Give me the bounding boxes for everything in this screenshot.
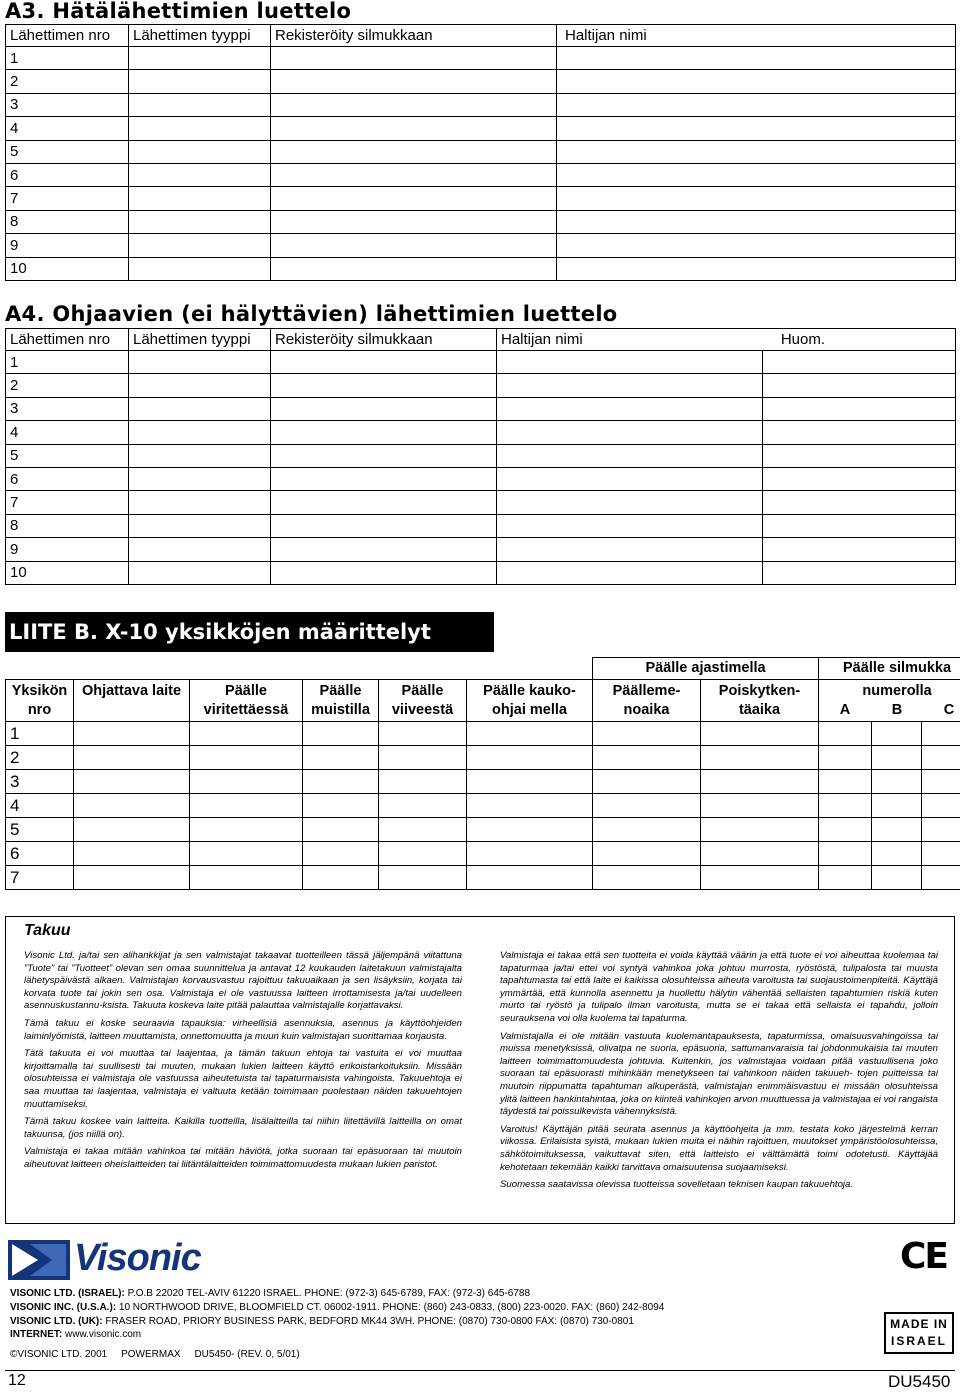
col-unit-line1: Yksikön — [11, 682, 68, 699]
a4-header-transmitter-type: Lähettimen tyyppi — [129, 329, 271, 351]
x10-row-number: 4 — [6, 794, 74, 818]
address-israel-label: VISONIC LTD. (ISRAEL): — [10, 1288, 125, 1299]
address-israel-text: P.O.B 22020 TEL-AVIV 61220 ISRAEL. PHONE: (972-3) 645-6789, FAX: (972-3) 645-6788 — [124, 1288, 531, 1299]
address-usa-label: VISONIC INC. (U.S.A.): — [10, 1302, 117, 1313]
a4-row-number: 3 — [6, 397, 129, 420]
a3-row-number: 6 — [6, 163, 129, 186]
a3-row-number: 2 — [6, 70, 129, 93]
a3-row-number: 1 — [6, 47, 129, 70]
a4-header-holder-name: Haltijan nimi — [497, 329, 763, 351]
address-usa-text: 10 NORTHWOOD DRIVE, BLOOMFIELD CT. 06002-1911. PHONE: (860) 243-0833, (800) 223-0020. FAX: (860) 242-8094 — [116, 1302, 665, 1313]
x10-row-number: 7 — [6, 866, 74, 890]
col-on-time-line2: noaika — [623, 701, 670, 718]
warranty-paragraph: Valmistajalla ei ole mitään vastuuta kuolemantapauksesta, tapaturmissa, omaisuusvahingoissa tai muissa menetyksissä, olivatpa ne suoria, epäsuoria, sattumanvaraisia tai johdonmukaisia tai muuten laitteen toimimattomuudesta johtuvia. Kuitenkin, jos valmistajaa voidaan pitää vastuullisena joko suoraan tai epäsuorasti mihinkään menetykseen tai vahinkoon näiden takuueh- tojen puitteissa tai muutoin riippumatta tapahtuman alkuperästä, valmistajan enimmäisvastuu ei missään olosuhteissa ylitä laitteen hankintahintaa, joka on kiinteä vahinkojen arvon muuttuessa ja valmistajaa ei voi rangaista täydestä tai poissulkevista vähennyksistä. — [500, 1030, 938, 1118]
group-timer-header: Päälle ajastimella — [593, 658, 819, 680]
address-uk — [10, 1315, 634, 1328]
x10-row-number: 3 — [6, 770, 74, 794]
col-device: Ohjattava laite — [81, 683, 182, 699]
warranty-paragraph: Tätä takuuta ei voi muuttaa tai laajentaa, ja tämän takuun ehtoja tai vastuita ei voi muuttaa kirjoittamalla tai suullisesti tai muuten, mukaan lukien laitteen käyttö erikoistarkoituksiin. Missään olosuhteissa ei valmistaja ole vastuussa aiheutetuista tai tapaturmaisista vahingoista. Takuuehtoja ei saa muuttaa tai laajentaa, valmistaja ei valtuuta ketään toimimaan puolestaan näiden takuuehtojen muuttamiseksi. — [24, 1048, 462, 1110]
warranty-paragraph: Suomessa saatavissa olevissa tuotteissa sovelletaan teknisen kaupan takuuehtoja. — [500, 1179, 854, 1191]
col-off-time-line2: täaika — [738, 701, 781, 718]
a4-row-number: 1 — [6, 351, 129, 374]
ce-mark-icon: CE — [900, 1236, 948, 1277]
a4-table — [5, 328, 956, 585]
a4-row-number: 4 — [6, 421, 129, 444]
address-israel — [10, 1287, 530, 1300]
zone-a-label: A — [839, 701, 851, 718]
address-usa — [10, 1301, 664, 1314]
zone-b-label: B — [891, 701, 903, 718]
x10-row-number: 6 — [6, 842, 74, 866]
col-arm-line1: Päälle — [225, 682, 267, 699]
a3-row-number: 10 — [6, 257, 129, 280]
warranty-paragraph: Valmistaja ei takaa että sen tuotteita ei voida käyttää väärin ja että tuote ei voi aiheuttaa kuolemaa tai tapaturmaa ja/tai ettei voi syntyä vahinkoa joka johtuu murrosta, ryöstöstä, tulipalosta tai muusta tapahtumasta tai että laite ei kaikissa olosuhteissa aiheuta varoitusta tai suojaustoimenpiteitä. Käyttäjä ymmärtää, että kunnolla asennettu ja huollettu hälytin vähentää sellaisten tapahtumien riskiä kuten murto tai ryöstö ja tulipalo ilman varoitusta, mutta se ei takaa että sellaista ei tapahdu, jolloin seurauksena voi olla kuolema tai tapaturma. — [500, 950, 938, 1024]
col-delay-line1: Päälle — [401, 682, 444, 699]
group-zone-header: Päälle silmukka — [819, 658, 960, 680]
zone-c-label: C — [943, 701, 955, 718]
a3-row-number: 7 — [6, 187, 129, 210]
a3-row-number: 4 — [6, 117, 129, 140]
col-delay-line2: viiveestä — [391, 701, 454, 718]
a3-header-holder-name: Haltijan nimi — [557, 25, 956, 47]
visonic-logo-text: Visonic — [74, 1237, 201, 1279]
col-on-time-line1: Päälleme- — [612, 682, 681, 699]
x10-row-number: 5 — [6, 818, 74, 842]
a4-row-number: 5 — [6, 444, 129, 467]
internet-url: www.visonic.com — [62, 1329, 142, 1340]
a3-row-number: 3 — [6, 93, 129, 116]
warranty-paragraph: Valmistaja ei takaa mitään vahinkoa tai mitään häviötä, jotka suoraan tai epäsuoraan tai muutoin aiheutuvat laitteen oheislaitteiden tai liitäntälaitteiden toimimattomuudesta mukaan lukien paristot. — [24, 1146, 462, 1170]
x10-row-number: 2 — [6, 746, 74, 770]
warranty-right-column — [500, 950, 938, 1197]
made-in-israel-badge — [884, 1312, 954, 1354]
visonic-logo — [8, 1237, 201, 1280]
a4-title: A4. Ohjaavien (ei hälyttävien) lähettimien luettelo — [5, 302, 618, 326]
a4-row-number: 6 — [6, 467, 129, 490]
x10-table — [5, 657, 960, 890]
a4-header-transmitter-no: Lähettimen nro — [6, 329, 129, 351]
col-off-time-line1: Poiskytken- — [718, 682, 801, 699]
visonic-logo-icon — [8, 1240, 70, 1280]
bottom-rule — [5, 1370, 955, 1371]
a3-table — [5, 24, 956, 281]
x10-row-number: 1 — [6, 722, 74, 746]
a3-header-transmitter-type: Lähettimen tyyppi — [129, 25, 271, 47]
warranty-paragraph: Tämä takuu ei koske seuraavia tapauksia: virheellisiä asennuksia, asennus ja käyttöohjeiden laiminlyömistä, laitteen muuttamista, onnettomuutta ja muun kuin valmistajan suorittamaa korjausta. — [24, 1017, 462, 1042]
a3-title-bar — [5, 0, 955, 25]
a3-header-registered-zone: Rekisteröity silmukkaan — [271, 25, 557, 47]
internet-label: INTERNET: — [10, 1329, 63, 1340]
address-uk-label: VISONIC LTD. (UK): — [10, 1316, 103, 1327]
liite-b-title: LIITE B. X-10 yksikköjen määrittelyt — [5, 612, 494, 652]
a3-row-number: 8 — [6, 210, 129, 233]
warranty-left-column — [24, 950, 462, 1177]
a4-row-number: 8 — [6, 514, 129, 537]
a3-row-number: 9 — [6, 234, 129, 257]
a4-title-bar — [5, 302, 955, 329]
warranty-heading: Takuu — [24, 922, 71, 939]
a4-row-number: 2 — [6, 374, 129, 397]
a3-header-transmitter-no: Lähettimen nro — [6, 25, 129, 47]
col-arm-line2: viritettäessä — [203, 701, 289, 718]
a3-title: A3. Hätälähettimien luettelo — [5, 0, 352, 23]
col-memory-line1: Päälle — [319, 682, 362, 699]
a4-header-registered-zone: Rekisteröity silmukkaan — [271, 329, 497, 351]
document-code: DU5450 — [888, 1372, 951, 1391]
made-in-line1: MADE IN — [890, 1317, 948, 1331]
col-unit-line2: nro — [27, 701, 52, 718]
col-remote-line1: Päälle kauko- — [483, 682, 576, 699]
page-number: 12 — [8, 1372, 26, 1389]
col-zone-number: numerolla — [862, 682, 932, 699]
warranty-paragraph: Tämä takuu koskee vain laitteita. Kaikilla tuotteilla, lisälaitteilla tai niihin liitettävillä laitteilla on omat takuunsa, (jos niillä on). — [24, 1116, 462, 1140]
address-uk-text: FRASER ROAD, PRIORY BUSINESS PARK, BEDFORD MK44 3WH. PHONE: (0870) 730-0800 FAX: (0870) 730-0801 — [102, 1316, 634, 1327]
internet-line — [10, 1328, 141, 1341]
warranty-paragraph: Visonic Ltd. ja/tai sen alihankkijat ja sen valmistajat takaavat tuotteilleen tässä jäljempänä viitattuna ”Tuote” tai ”Tuotteet” olevan sen omaa suunnittelua ja antavat 12 kuukauden laitetakuun valmistajalta lähetyspäivästä alkaen. Valmistajan korvausvastuu rajoittuu takuuaikaan ja sen lisäyksiin, korjata tai korvata tuote tai jokin sen osa. Valmistaja ei ole vastuussa laitteen irrottamisesta ja/tai uudelleen asennuskustannu-ksista. Takuuta koskeva laite pitää palauttaa valmistajalle korjattavaksi. — [24, 950, 462, 1012]
col-memory-line2: muistilla — [311, 701, 370, 718]
warranty-paragraph: Varoitus! Käyttäjän pitää seurata asennus ja käyttöohjeita ja mm. testata koko järjestelmä kerran viikossa. Erilaisista syistä, mukaan lukien muita ei näihin rajoittuen, muutokset ympäristöolosuhteissa, sähkötoimituksessa, vaikuttavat siten, että laitteisto ei välttämättä toimi odotetusti. Käyttäjää kehotetaan tekemään kaikki tarvittava omaisuutensa suojaamiseksi. — [500, 1123, 938, 1173]
a4-header-notes: Huom. — [763, 329, 956, 351]
a4-row-number: 9 — [6, 538, 129, 561]
a4-row-number: 10 — [6, 561, 129, 584]
col-remote-line2: ohjai mella — [492, 701, 567, 718]
a4-row-number: 7 — [6, 491, 129, 514]
copyright-line: ©VISONIC LTD. 2001 POWERMAX DU5450- (REV. 0, 5/01) — [10, 1349, 300, 1360]
made-in-line2: ISRAEL — [890, 1334, 947, 1348]
a3-row-number: 5 — [6, 140, 129, 163]
